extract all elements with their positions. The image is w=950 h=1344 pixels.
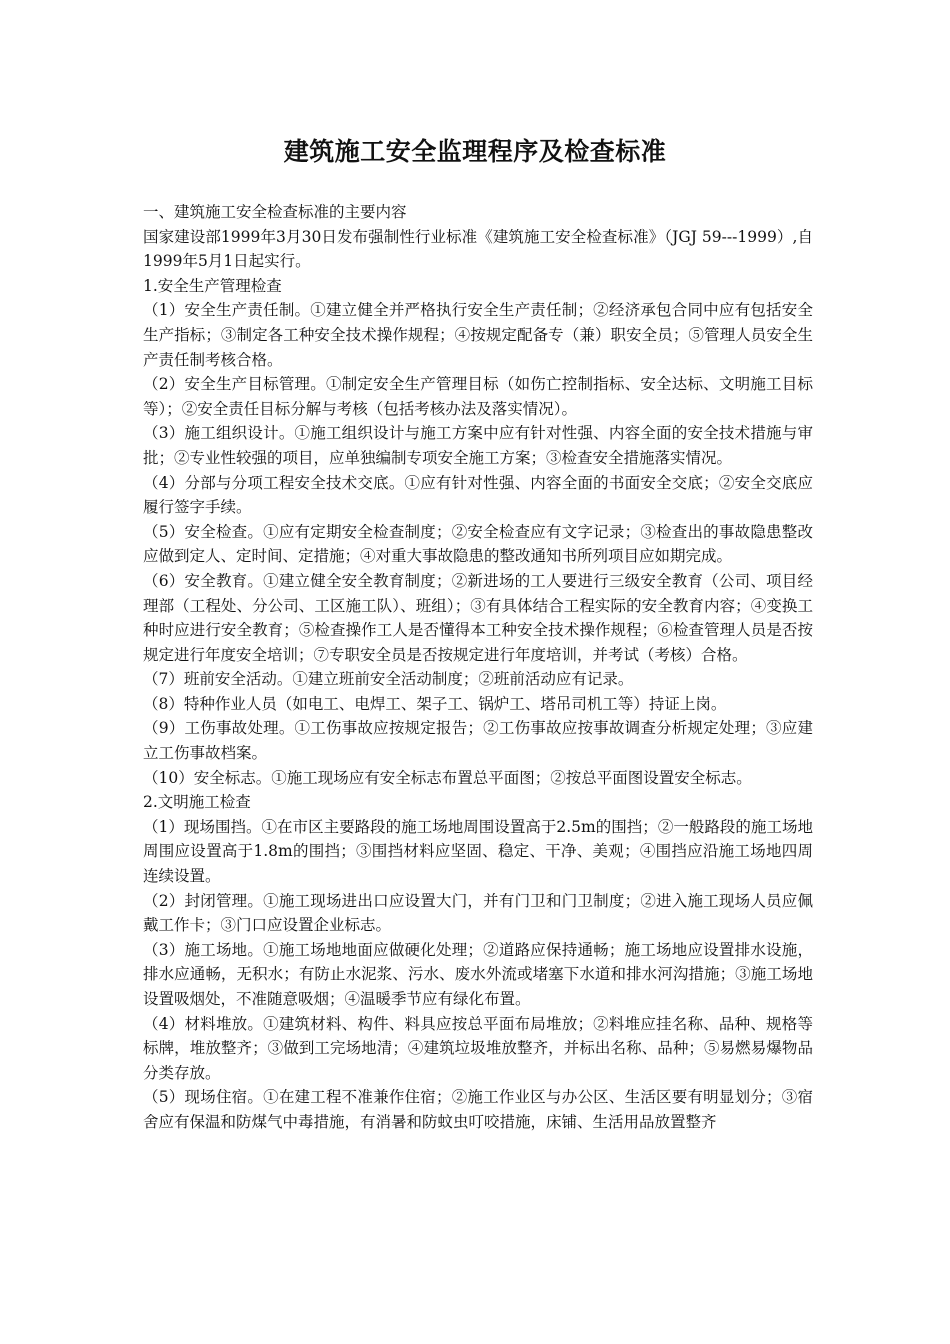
paragraph: （4）分部与分项工程安全技术交底。①应有针对性强、内容全面的书面安全交底；②安全交底应履行签字手续。 — [143, 473, 813, 517]
paragraph: （5）现场住宿。①在建工程不准兼作住宿；②施工作业区与办公区、生活区要有明显划分；③宿舍应有保温和防煤气中毒措施，有消暑和防蚊虫叮咬措施，床铺、生活用品放置整齐 — [143, 1088, 813, 1131]
document-title: 建筑施工安全监理程序及检查标准 — [283, 137, 667, 166]
paragraph: （3）施工场地。①施工场地地面应做硬化处理；②道路应保持通畅；施工场地应设置排水设施，排水应通畅，无积水；有防止水泥浆、污水、废水外流或堵塞下水道和排水河沟措施；③施工场地设置吸烟处，不准随意吸烟；④温暖季节应有绿化布置。 — [143, 940, 813, 1008]
paragraph: （1）现场围挡。①在市区主要路段的施工场地周围设置高于2.5m的围挡；②一般路段的施工场地周围应设置高于1.8m的围挡；③围挡材料应坚固、稳定、干净、美观；④围挡应沿施工场地四周连续设置。 — [143, 817, 813, 886]
paragraph: （2）安全生产目标管理。①制定安全生产管理目标（如伤亡控制指标、安全达标、文明施工目标等）；②安全责任目标分解与考核（包括考核办法及落实情况）。 — [143, 375, 813, 418]
paragraph: 国家建设部1999年3月30日发布强制性行业标准《建筑施工安全检查标准》（JGJ 59---1999）,自1999年5月1日起实行。 — [143, 227, 813, 271]
paragraph: （7）班前安全活动。①建立班前安全活动制度；②班前活动应有记录。 — [143, 670, 634, 689]
paragraph: （10）安全标志。①施工现场应有安全标志布置总平面图；②按总平面图设置安全标志。 — [143, 768, 752, 787]
subsection-heading: 2.文明施工检查 — [143, 793, 251, 812]
subsection-heading: 1.安全生产管理检查 — [143, 276, 282, 295]
document-body — [143, 200, 813, 1135]
paragraph: （9）工伤事故处理。①工伤事故应按规定报告；②工伤事故应按事故调查分析规定处理；③应建立工伤事故档案。 — [143, 719, 813, 763]
paragraph: （1）安全生产责任制。①建立健全并严格执行安全生产责任制；②经济承包合同中应有包括安全生产指标；③制定各工种安全技术操作规程；④按规定配备专（兼）职安全员；⑤管理人员安全生产责任制考核合格。 — [143, 301, 813, 369]
paragraph: （2）封闭管理。①施工现场进出口应设置大门，并有门卫和门卫制度；②进入施工现场人员应佩戴工作卡；③门口应设置企业标志。 — [143, 891, 813, 935]
paragraph: （8）特种作业人员（如电工、电焊工、架子工、锅炉工、塔吊司机工等）持证上岗。 — [143, 694, 727, 713]
paragraph: （4）材料堆放。①建筑材料、构件、料具应按总平面布局堆放；②料堆应挂名称、品种、规格等标牌，堆放整齐；③做到工完场地清；④建筑垃圾堆放整齐，并标出名称、品种；⑤易燃易爆物品分类存放。 — [143, 1014, 813, 1082]
paragraph: （6）安全教育。①建立健全安全教育制度；②新进场的工人要进行三级安全教育（公司、项目经理部（工程处、分公司、工区施工队）、班组）；③有具体结合工程实际的安全教育内容；④变换工种时应进行安全教育；⑤检查操作工人是否懂得本工种安全技术操作规程；⑥检查管理人员是否按规定进行年度安全培训；⑦专职安全员是否按规定进行年度培训，并考试（考核）合格。 — [143, 571, 813, 664]
paragraph: （5）安全检查。①应有定期安全检查制度；②安全检查应有文字记录；③检查出的事故隐患整改应做到定人、定时间、定措施；④对重大事故隐患的整改通知书所列项目应如期完成。 — [143, 522, 813, 566]
paragraph: （3）施工组织设计。①施工组织设计与施工方案中应有针对性强、内容全面的安全技术措施与审批；②专业性较强的项目，应单独编制专项安全施工方案；③检查安全措施落实情况。 — [143, 424, 813, 467]
section-heading: 一、建筑施工安全检查标准的主要内容 — [143, 203, 407, 221]
